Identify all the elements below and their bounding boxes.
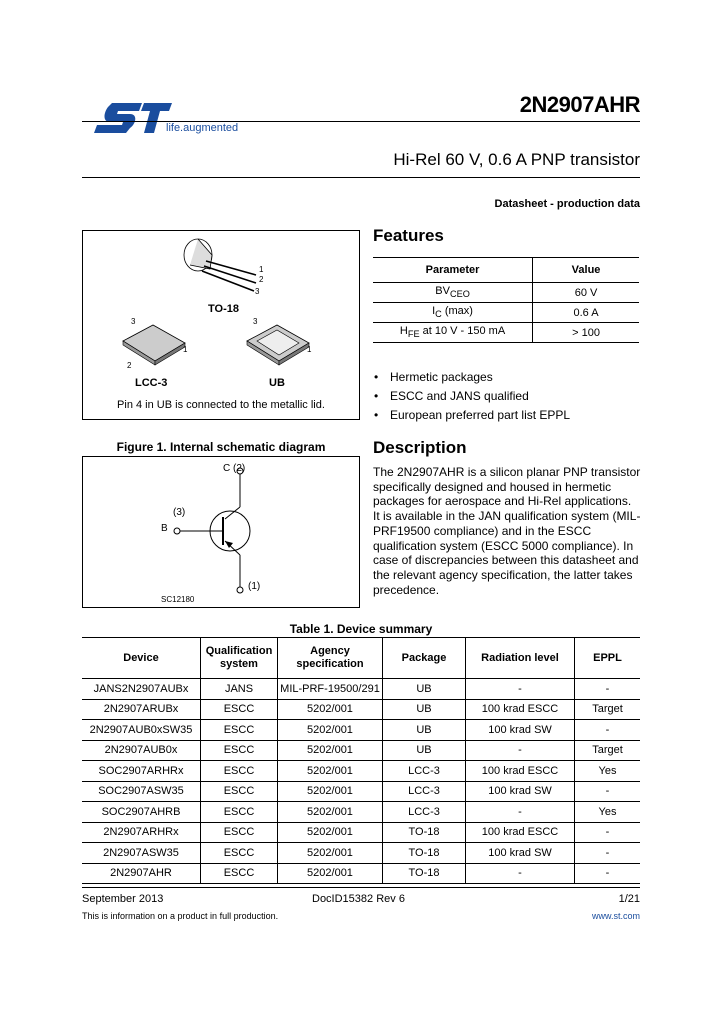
feature-value: 0.6 A xyxy=(533,303,639,323)
ub-pin-3: 3 xyxy=(253,317,258,326)
cell-device: 2N2907ARHRx xyxy=(82,822,201,843)
cell-agency: 5202/001 xyxy=(278,740,383,761)
table-row xyxy=(82,843,640,864)
cell-qualification: JANS xyxy=(201,679,278,700)
feature-param: $I_C$ (max) xyxy=(373,303,533,323)
st-logo xyxy=(92,98,172,136)
cell-device: 2N2907AHR xyxy=(82,863,201,884)
cell-device: 2N2907AUB0xSW35 xyxy=(82,720,201,741)
cell-package: TO-18 xyxy=(383,863,466,884)
description-heading: Description xyxy=(373,438,467,457)
cell-radiation: 100 krad SW xyxy=(466,843,575,864)
table-1-caption: Table 1. Device summary xyxy=(289,622,433,636)
cell-qualification: ESCC xyxy=(201,802,278,823)
figure-code: SC12180 xyxy=(161,595,195,604)
col-agency: Agency specification xyxy=(278,638,383,679)
cell-device: 2N2907ARUBx xyxy=(82,699,201,720)
cell-eppl: - xyxy=(575,822,641,843)
cell-radiation: 100 krad ESCC xyxy=(466,699,575,720)
table-row xyxy=(82,822,640,843)
list-item: • Hermetic packages xyxy=(374,368,570,387)
cell-package: TO-18 xyxy=(383,822,466,843)
cell-radiation: 100 krad SW xyxy=(466,781,575,802)
cell-qualification: ESCC xyxy=(201,699,278,720)
cell-radiation: - xyxy=(466,740,575,761)
cell-device: 2N2907ASW35 xyxy=(82,843,201,864)
subtitle-rule xyxy=(82,177,640,178)
cell-eppl: Target xyxy=(575,740,641,761)
table-row xyxy=(82,863,640,884)
footer-date: September 2013 xyxy=(82,893,164,905)
table-row xyxy=(82,699,640,720)
cell-package: LCC-3 xyxy=(383,761,466,782)
cell-device: JANS2N2907AUBx xyxy=(82,679,201,700)
cell-radiation: 100 krad ESCC xyxy=(466,822,575,843)
to18-pin-2: 2 xyxy=(259,275,264,284)
ub-pin-note: Pin 4 in UB is connected to the metallic lid. xyxy=(117,399,325,411)
cell-agency: 5202/001 xyxy=(278,822,383,843)
to18-pin-1: 1 xyxy=(259,265,264,274)
base-label: B xyxy=(161,523,168,534)
cell-package: TO-18 xyxy=(383,843,466,864)
feature-value: > 100 xyxy=(533,323,639,343)
cell-package: LCC-3 xyxy=(383,802,466,823)
lcc3-pin-1: 1 xyxy=(183,345,188,354)
figure-1-caption: Figure 1. Internal schematic diagram xyxy=(116,440,326,454)
table-row xyxy=(82,761,640,782)
cell-eppl: - xyxy=(575,863,641,884)
cell-radiation: 100 krad SW xyxy=(466,720,575,741)
page-subtitle: Hi-Rel 60 V, 0.6 A PNP transistor xyxy=(393,150,640,169)
production-footnote: This is information on a product in full production. xyxy=(82,911,279,921)
cell-radiation: 100 krad ESCC xyxy=(466,761,575,782)
cell-qualification: ESCC xyxy=(201,843,278,864)
features-col-parameter: Parameter xyxy=(373,258,533,283)
schematic-diagram xyxy=(83,457,359,607)
to18-label: TO-18 xyxy=(208,303,239,315)
col-package: Package xyxy=(383,638,466,679)
cell-device: 2N2907AUB0x xyxy=(82,740,201,761)
cell-radiation: - xyxy=(466,863,575,884)
col-qualification: Qualification system xyxy=(201,638,278,679)
table-row xyxy=(82,781,640,802)
header-rule xyxy=(82,121,640,122)
table-row xyxy=(82,802,640,823)
cell-qualification: ESCC xyxy=(201,822,278,843)
cell-radiation: - xyxy=(466,679,575,700)
collector-label: C (2) xyxy=(223,463,246,474)
features-heading: Features xyxy=(373,226,444,245)
cell-qualification: ESCC xyxy=(201,740,278,761)
cell-agency: 5202/001 xyxy=(278,802,383,823)
cell-qualification: ESCC xyxy=(201,761,278,782)
col-radiation: Radiation level xyxy=(466,638,575,679)
cell-eppl: Target xyxy=(575,699,641,720)
cell-eppl: Yes xyxy=(575,761,641,782)
table-row xyxy=(373,303,639,323)
part-number: 2N2907AHR xyxy=(519,92,640,117)
cell-device: SOC2907ARHRx xyxy=(82,761,201,782)
footer-rule xyxy=(82,887,640,888)
col-device: Device xyxy=(82,638,201,679)
footer-page: 1/21 xyxy=(618,893,640,905)
cell-radiation: - xyxy=(466,802,575,823)
ub-pin-1: 1 xyxy=(307,345,312,354)
cell-agency: 5202/001 xyxy=(278,781,383,802)
description-text: The 2N2907AHR is a silicon planar PNP transistor specifically designed and housed in hermetic packages for aerospace and Hi-Rel applications. It is available in the JAN qualification system (MIL-PRF19500 compliance) and in the ESCC qualification system (ESCC 5000 compliance). In case of discrepancies between this datasheet and the relevant agency specification, the latter takes precedence. xyxy=(373,465,641,597)
lcc3-label: LCC-3 xyxy=(135,377,168,389)
feature-value: 60 V xyxy=(533,283,639,303)
list-item: • European preferred part list EPPL xyxy=(374,406,570,425)
cell-eppl: - xyxy=(575,843,641,864)
to18-pin-3: 3 xyxy=(255,287,260,296)
cell-device: SOC2907ASW35 xyxy=(82,781,201,802)
features-col-value: Value xyxy=(533,258,639,283)
feature-bullets xyxy=(374,368,570,425)
cell-agency: 5202/001 xyxy=(278,720,383,741)
cell-package: LCC-3 xyxy=(383,781,466,802)
cell-device: SOC2907AHRB xyxy=(82,802,201,823)
device-summary-table xyxy=(82,637,640,884)
logo-tagline: life.augmented xyxy=(166,122,239,134)
cell-agency: 5202/001 xyxy=(278,761,383,782)
cell-agency: 5202/001 xyxy=(278,863,383,884)
col-eppl: EPPL xyxy=(575,638,641,679)
website-link[interactable]: www.st.com xyxy=(591,911,640,921)
cell-eppl: - xyxy=(575,679,641,700)
table-row xyxy=(373,283,639,303)
feature-param: $H_{FE}$ at 10 V - 150 mA xyxy=(373,323,533,343)
table-row xyxy=(82,679,640,700)
ub-package-drawing xyxy=(243,321,313,367)
table-row xyxy=(373,323,639,343)
cell-package: UB xyxy=(383,679,466,700)
cell-qualification: ESCC xyxy=(201,720,278,741)
cell-agency: MIL-PRF-19500/291 xyxy=(278,679,383,700)
cell-agency: 5202/001 xyxy=(278,699,383,720)
package-box xyxy=(82,230,360,420)
schematic-box xyxy=(82,456,360,608)
cell-qualification: ESCC xyxy=(201,781,278,802)
features-table xyxy=(373,257,639,343)
cell-eppl: - xyxy=(575,720,641,741)
cell-qualification: ESCC xyxy=(201,863,278,884)
cell-package: UB xyxy=(383,740,466,761)
lcc3-pin-3: 3 xyxy=(131,317,136,326)
lcc3-pin-2: 2 xyxy=(127,361,132,370)
ub-label: UB xyxy=(269,377,285,389)
cell-package: UB xyxy=(383,699,466,720)
emitter-pin-label: (1) xyxy=(248,581,261,592)
cell-eppl: - xyxy=(575,781,641,802)
cell-agency: 5202/001 xyxy=(278,843,383,864)
datasheet-status: Datasheet - production data xyxy=(494,198,640,210)
footer-doc-id: DocID15382 Rev 6 xyxy=(312,893,405,905)
cell-eppl: Yes xyxy=(575,802,641,823)
cell-package: UB xyxy=(383,720,466,741)
base-pin-label: (3) xyxy=(173,507,186,518)
table-row xyxy=(82,740,640,761)
feature-param: $BV_{CEO}$ xyxy=(373,283,533,303)
table-row xyxy=(82,720,640,741)
list-item: • ESCC and JANS qualified xyxy=(374,387,570,406)
